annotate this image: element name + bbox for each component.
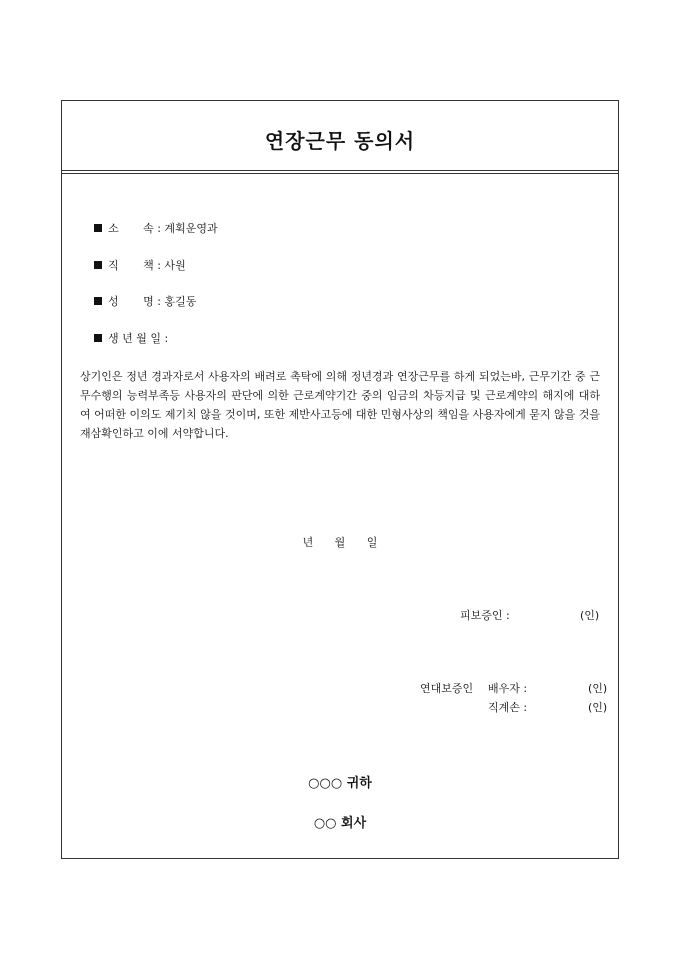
square-bullet-icon: [94, 224, 102, 232]
document-frame: [61, 100, 619, 859]
field-value: : 계획운영과: [157, 222, 218, 235]
relative-label: 직계손 :: [488, 701, 528, 714]
field-affiliation: [80, 207, 218, 249]
insured-seal: (인): [580, 609, 600, 622]
field-value: : 사원: [157, 259, 186, 272]
square-bullet-icon: [94, 334, 102, 342]
spouse-seal: (인): [588, 682, 608, 695]
addressee: ○○○ 귀하: [308, 776, 372, 791]
title-divider: [62, 170, 618, 174]
field-label: 생 년 월 일: [108, 332, 161, 345]
field-value: :: [164, 332, 169, 345]
square-bullet-icon: [94, 297, 102, 305]
insured-label: 피보증인 :: [460, 609, 510, 622]
field-birthdate: [80, 317, 168, 359]
field-label: 직 책: [108, 259, 154, 272]
field-label: 소 속: [108, 222, 154, 235]
field-name: [80, 280, 196, 322]
document-title: 연장근무 동의서: [264, 129, 416, 153]
date-line: 년 월 일: [302, 536, 378, 549]
consent-body: 상기인은 정년 경과자로서 사용자의 배려로 촉탁에 의해 정년경과 연장근무를 하게 되었는바, 근무기간 중 근무수행의 능력부족등 사용자의 판단에 의한 근로계약기간 중의 임금의 차등지급 및 근로계약의 해지에 대하여 어떠한 이의도 제기치 않을 것이며, 또한 제반사고등에 대한 민형사상의 책임을 사용자에게 묻지 않을 것을 재삼확인하고 이에 서약합니다.: [80, 370, 600, 440]
field-label: 성 명: [108, 295, 154, 308]
joint-guarantor-label: 연대보증인: [420, 682, 474, 695]
square-bullet-icon: [94, 261, 102, 269]
field-value: : 홍길동: [157, 295, 197, 308]
relative-seal: (인): [588, 701, 608, 714]
spouse-label: 배우자 :: [488, 682, 528, 695]
company-name: ○○ 회사: [313, 816, 367, 831]
